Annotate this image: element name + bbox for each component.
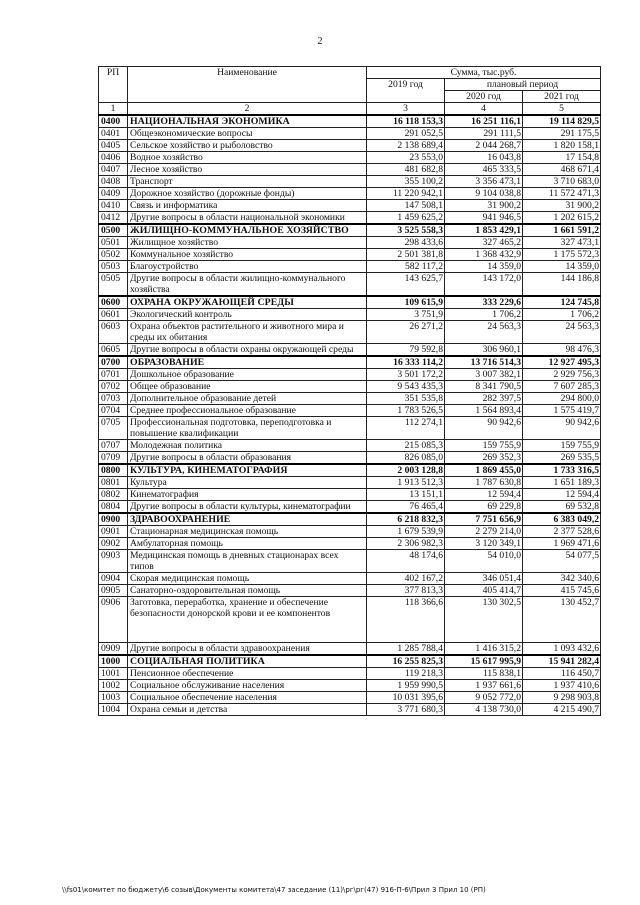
cell-v2020: 1 368 432,9 <box>445 249 523 261</box>
cell-name: Кинематография <box>128 489 367 501</box>
cell-v2021: 1 969 471,6 <box>523 538 601 550</box>
cell-code: 0704 <box>99 405 128 417</box>
cell-v2021: 468 671,4 <box>523 164 601 176</box>
cell-code: 0906 <box>99 597 128 643</box>
cell-v2020: 115 838,1 <box>445 668 523 680</box>
cell-name: Санаторно-оздоровительная помощь <box>128 585 367 597</box>
cell-code: 0705 <box>99 417 128 440</box>
cell-code: 0603 <box>99 321 128 344</box>
cell-v2020: 282 397,5 <box>445 393 523 405</box>
cell-v2021: 6 383 049,2 <box>523 513 601 526</box>
table-row <box>99 128 601 140</box>
cell-code: 0407 <box>99 164 128 176</box>
cell-v2019: 16 118 153,3 <box>367 115 445 128</box>
cell-v2020: 7 751 656,9 <box>445 513 523 526</box>
cell-v2021: 294 800,0 <box>523 393 601 405</box>
cell-v2019: 48 174,6 <box>367 550 445 573</box>
cell-code: 0901 <box>99 526 128 538</box>
cell-v2019: 1 285 788,4 <box>367 643 445 656</box>
cell-name: Общее образование <box>128 381 367 393</box>
cell-v2021: 24 563,3 <box>523 321 601 344</box>
cell-v2020: 405 414,7 <box>445 585 523 597</box>
cell-v2019: 1 783 526,5 <box>367 405 445 417</box>
cell-code: 0801 <box>99 477 128 489</box>
table-row <box>99 393 601 405</box>
cell-v2020: 9 052 772,0 <box>445 692 523 704</box>
cell-name: Дорожное хозяйство (дорожные фонды) <box>128 188 367 200</box>
cell-v2021: 269 535,5 <box>523 452 601 465</box>
header-col-1: 1 <box>99 103 128 116</box>
cell-v2019: 2 306 982,3 <box>367 538 445 550</box>
cell-name: Коммунальное хозяйство <box>128 249 367 261</box>
cell-v2021: 415 745,6 <box>523 585 601 597</box>
cell-v2019: 16 333 114,2 <box>367 356 445 369</box>
cell-v2019: 826 085,0 <box>367 452 445 465</box>
cell-v2021: 1 651 189,3 <box>523 477 601 489</box>
cell-name: Транспорт <box>128 176 367 188</box>
cell-name: ОХРАНА ОКРУЖАЮЩЕЙ СРЕДЫ <box>128 296 367 309</box>
header-name: Наименование <box>128 67 367 103</box>
section-row <box>99 464 601 477</box>
cell-v2021: 69 532,8 <box>523 501 601 514</box>
section-row <box>99 115 601 128</box>
cell-v2020: 16 043,8 <box>445 152 523 164</box>
cell-name: Жилищное хозяйство <box>128 237 367 249</box>
cell-v2020: 269 352,3 <box>445 452 523 465</box>
cell-v2021: 1 575 419,7 <box>523 405 601 417</box>
cell-v2019: 119 218,3 <box>367 668 445 680</box>
table-row <box>99 381 601 393</box>
cell-v2020: 2 044 268,7 <box>445 140 523 152</box>
file-path-footer: \\fs01\комитет по бюджету\6 созыв\Документы комитета\47 заседание (11)\рг\рг(47) 916-П-6\Прил 3 Прил 10 (РП) <box>62 886 486 894</box>
cell-v2020: 1 787 630,8 <box>445 477 523 489</box>
cell-code: 0804 <box>99 501 128 514</box>
header-planning-period: плановый период <box>445 79 601 91</box>
cell-v2021: 3 710 683,0 <box>523 176 601 188</box>
cell-v2021: 90 942,6 <box>523 417 601 440</box>
cell-v2019: 9 543 435,3 <box>367 381 445 393</box>
cell-v2021: 1 937 410,6 <box>523 680 601 692</box>
cell-v2019: 1 679 539,9 <box>367 526 445 538</box>
table-row <box>99 212 601 225</box>
table-row <box>99 369 601 381</box>
cell-v2019: 1 459 625,2 <box>367 212 445 225</box>
cell-code: 1000 <box>99 655 128 668</box>
table-row <box>99 405 601 417</box>
cell-v2020: 159 755,9 <box>445 440 523 452</box>
cell-name: Другие вопросы в области здравоохранения <box>128 643 367 656</box>
cell-v2021: 98 476,3 <box>523 344 601 357</box>
table-row <box>99 585 601 597</box>
cell-name: Культура <box>128 477 367 489</box>
budget-table <box>98 66 601 716</box>
header-year-2020: 2020 год <box>445 91 523 103</box>
cell-v2019: 582 117,2 <box>367 261 445 273</box>
table-row <box>99 188 601 200</box>
cell-name: Социальное обслуживание населения <box>128 680 367 692</box>
cell-v2021: 14 359,0 <box>523 261 601 273</box>
cell-v2019: 215 085,3 <box>367 440 445 452</box>
cell-code: 0600 <box>99 296 128 309</box>
cell-name: СОЦИАЛЬНАЯ ПОЛИТИКА <box>128 655 367 668</box>
cell-code: 0703 <box>99 393 128 405</box>
cell-v2021: 31 900,2 <box>523 200 601 212</box>
cell-name: ЗДРАВООХРАНЕНИЕ <box>128 513 367 526</box>
table-row <box>99 597 601 643</box>
cell-code: 0700 <box>99 356 128 369</box>
cell-code: 1003 <box>99 692 128 704</box>
section-row <box>99 513 601 526</box>
cell-name: Заготовка, переработка, хранение и обеспечение безопасности донорской крови и ее компонентов <box>128 597 367 643</box>
header-col-4: 4 <box>445 103 523 116</box>
cell-v2019: 3 771 680,3 <box>367 704 445 716</box>
cell-v2020: 15 617 995,9 <box>445 655 523 668</box>
section-row <box>99 296 601 309</box>
cell-name: ЖИЛИЩНО-КОММУНАЛЬНОЕ ХОЗЯЙСТВО <box>128 224 367 237</box>
table-row <box>99 643 601 656</box>
cell-code: 0601 <box>99 309 128 321</box>
cell-v2020: 16 251 116,1 <box>445 115 523 128</box>
table-row <box>99 440 601 452</box>
table-row <box>99 200 601 212</box>
cell-v2020: 1 937 661,6 <box>445 680 523 692</box>
cell-v2021: 12 594,4 <box>523 489 601 501</box>
cell-code: 1001 <box>99 668 128 680</box>
cell-v2021: 9 298 903,8 <box>523 692 601 704</box>
cell-code: 0903 <box>99 550 128 573</box>
cell-name: Другие вопросы в области охраны окружающей среды <box>128 344 367 357</box>
cell-v2021: 1 175 572,3 <box>523 249 601 261</box>
cell-v2020: 14 359,0 <box>445 261 523 273</box>
cell-v2019: 147 508,1 <box>367 200 445 212</box>
cell-name: Другие вопросы в области жилищно-коммунального хозяйства <box>128 273 367 297</box>
cell-v2021: 1 093 432,6 <box>523 643 601 656</box>
cell-v2021: 327 473,1 <box>523 237 601 249</box>
cell-v2021: 124 745,8 <box>523 296 601 309</box>
cell-v2019: 2 501 381,8 <box>367 249 445 261</box>
cell-v2019: 16 255 825,3 <box>367 655 445 668</box>
cell-code: 0905 <box>99 585 128 597</box>
cell-code: 0707 <box>99 440 128 452</box>
cell-v2019: 6 218 832,3 <box>367 513 445 526</box>
cell-v2019: 112 274,1 <box>367 417 445 440</box>
cell-v2019: 2 138 689,4 <box>367 140 445 152</box>
section-row <box>99 655 601 668</box>
cell-v2019: 2 003 128,8 <box>367 464 445 477</box>
cell-v2020: 291 111,5 <box>445 128 523 140</box>
cell-v2020: 13 716 514,3 <box>445 356 523 369</box>
cell-v2021: 19 114 829,5 <box>523 115 601 128</box>
cell-v2021: 1 661 591,2 <box>523 224 601 237</box>
cell-name: Дополнительное образование детей <box>128 393 367 405</box>
cell-v2020: 1 706,2 <box>445 309 523 321</box>
cell-v2020: 8 341 790,5 <box>445 381 523 393</box>
cell-v2020: 31 900,2 <box>445 200 523 212</box>
cell-code: 0401 <box>99 128 128 140</box>
table-row <box>99 176 601 188</box>
cell-code: 0701 <box>99 369 128 381</box>
cell-code: 0412 <box>99 212 128 225</box>
cell-v2021: 1 733 316,5 <box>523 464 601 477</box>
cell-code: 0500 <box>99 224 128 237</box>
table-row <box>99 321 601 344</box>
cell-code: 0409 <box>99 188 128 200</box>
cell-name: Охрана семьи и детства <box>128 704 367 716</box>
cell-code: 0909 <box>99 643 128 656</box>
header-sum: Сумма, тыс.руб. <box>367 67 601 79</box>
cell-v2019: 355 100,2 <box>367 176 445 188</box>
cell-code: 0900 <box>99 513 128 526</box>
cell-v2020: 346 051,4 <box>445 573 523 585</box>
cell-v2021: 144 186,8 <box>523 273 601 297</box>
cell-v2019: 109 615,9 <box>367 296 445 309</box>
cell-v2020: 1 869 455,0 <box>445 464 523 477</box>
cell-name: Молодежная политика <box>128 440 367 452</box>
table-row <box>99 477 601 489</box>
cell-v2021: 54 077,5 <box>523 550 601 573</box>
cell-v2019: 3 751,9 <box>367 309 445 321</box>
header-col-5: 5 <box>523 103 601 116</box>
table-row <box>99 417 601 440</box>
cell-v2020: 333 229,6 <box>445 296 523 309</box>
cell-name: Профессиональная подготовка, переподготовка и повышение квалификации <box>128 417 367 440</box>
cell-v2019: 481 682,8 <box>367 164 445 176</box>
section-row <box>99 224 601 237</box>
cell-v2021: 7 607 285,3 <box>523 381 601 393</box>
cell-v2020: 306 960,1 <box>445 344 523 357</box>
table-row <box>99 164 601 176</box>
cell-v2020: 54 010,0 <box>445 550 523 573</box>
cell-v2020: 2 279 214,0 <box>445 526 523 538</box>
cell-code: 0902 <box>99 538 128 550</box>
cell-v2021: 12 927 495,3 <box>523 356 601 369</box>
table-row <box>99 501 601 514</box>
cell-v2019: 79 592,8 <box>367 344 445 357</box>
cell-code: 0410 <box>99 200 128 212</box>
cell-name: Дошкольное образование <box>128 369 367 381</box>
cell-v2021: 159 755,9 <box>523 440 601 452</box>
cell-v2019: 118 366,6 <box>367 597 445 643</box>
cell-name: НАЦИОНАЛЬНАЯ ЭКОНОМИКА <box>128 115 367 128</box>
cell-name: Связь и информатика <box>128 200 367 212</box>
header-col-3: 3 <box>367 103 445 116</box>
cell-code: 0802 <box>99 489 128 501</box>
cell-name: Медицинская помощь в дневных стационарах всех типов <box>128 550 367 573</box>
section-row <box>99 356 601 369</box>
cell-code: 0405 <box>99 140 128 152</box>
cell-name: КУЛЬТУРА, КИНЕМАТОГРАФИЯ <box>128 464 367 477</box>
cell-v2021: 2 377 528,6 <box>523 526 601 538</box>
table-row <box>99 680 601 692</box>
cell-code: 0400 <box>99 115 128 128</box>
cell-name: Пенсионное обеспечение <box>128 668 367 680</box>
cell-v2019: 26 271,2 <box>367 321 445 344</box>
cell-name: Среднее профессиональное образование <box>128 405 367 417</box>
cell-v2021: 2 929 756,3 <box>523 369 601 381</box>
cell-v2019: 10 031 395,6 <box>367 692 445 704</box>
cell-v2019: 1 913 512,3 <box>367 477 445 489</box>
cell-v2019: 76 465,4 <box>367 501 445 514</box>
cell-v2019: 3 525 558,3 <box>367 224 445 237</box>
table-row <box>99 152 601 164</box>
table-row <box>99 550 601 573</box>
table-row <box>99 489 601 501</box>
cell-v2021: 17 154,8 <box>523 152 601 164</box>
cell-code: 0501 <box>99 237 128 249</box>
table-row <box>99 237 601 249</box>
cell-v2020: 24 563,3 <box>445 321 523 344</box>
header-rp: РП <box>99 67 128 103</box>
cell-name: Скорая медицинская помощь <box>128 573 367 585</box>
header-col-2: 2 <box>128 103 367 116</box>
table-row <box>99 573 601 585</box>
cell-v2021: 4 215 490,7 <box>523 704 601 716</box>
cell-v2021: 291 175,5 <box>523 128 601 140</box>
cell-v2020: 3 356 473,1 <box>445 176 523 188</box>
table-row <box>99 704 601 716</box>
cell-v2019: 402 167,2 <box>367 573 445 585</box>
cell-code: 0702 <box>99 381 128 393</box>
cell-v2019: 377 813,3 <box>367 585 445 597</box>
cell-name: Социальное обеспечение населения <box>128 692 367 704</box>
cell-v2019: 291 052,5 <box>367 128 445 140</box>
cell-name: Сельское хозяйство и рыболовство <box>128 140 367 152</box>
cell-v2019: 351 535,8 <box>367 393 445 405</box>
cell-name: Стационарная медицинская помощь <box>128 526 367 538</box>
cell-code: 0904 <box>99 573 128 585</box>
cell-code: 0408 <box>99 176 128 188</box>
table-row <box>99 273 601 297</box>
cell-v2019: 298 433,6 <box>367 237 445 249</box>
cell-v2021: 1 820 158,1 <box>523 140 601 152</box>
cell-name: Другие вопросы в области образования <box>128 452 367 465</box>
table-row <box>99 692 601 704</box>
cell-v2021: 11 572 471,3 <box>523 188 601 200</box>
cell-v2021: 116 450,7 <box>523 668 601 680</box>
cell-v2020: 130 302,5 <box>445 597 523 643</box>
cell-v2019: 3 501 172,2 <box>367 369 445 381</box>
cell-code: 0505 <box>99 273 128 297</box>
cell-v2021: 342 340,6 <box>523 573 601 585</box>
table-row <box>99 261 601 273</box>
cell-code: 1002 <box>99 680 128 692</box>
cell-name: Другие вопросы в области культуры, кинематографии <box>128 501 367 514</box>
cell-name: ОБРАЗОВАНИЕ <box>128 356 367 369</box>
cell-v2020: 90 942,6 <box>445 417 523 440</box>
cell-v2020: 12 594,4 <box>445 489 523 501</box>
header-year-2021: 2021 год <box>523 91 601 103</box>
cell-name: Охрана объектов растительного и животного мира и среды их обитания <box>128 321 367 344</box>
cell-name: Благоустройство <box>128 261 367 273</box>
cell-code: 0605 <box>99 344 128 357</box>
cell-code: 1004 <box>99 704 128 716</box>
cell-v2020: 69 229,8 <box>445 501 523 514</box>
cell-code: 0406 <box>99 152 128 164</box>
cell-v2020: 327 465,2 <box>445 237 523 249</box>
table-row <box>99 309 601 321</box>
cell-name: Экологический контроль <box>128 309 367 321</box>
header-year-2019: 2019 год <box>367 79 445 103</box>
cell-v2019: 143 625,7 <box>367 273 445 297</box>
table-row <box>99 668 601 680</box>
cell-v2020: 143 172,0 <box>445 273 523 297</box>
cell-v2019: 13 151,1 <box>367 489 445 501</box>
page-number: 2 <box>317 36 323 47</box>
cell-code: 0709 <box>99 452 128 465</box>
table-row <box>99 452 601 465</box>
cell-code: 0503 <box>99 261 128 273</box>
cell-v2021: 1 202 615,2 <box>523 212 601 225</box>
cell-name: Общеэкономические вопросы <box>128 128 367 140</box>
cell-v2020: 3 007 382,1 <box>445 369 523 381</box>
cell-code: 0502 <box>99 249 128 261</box>
cell-v2020: 465 333,5 <box>445 164 523 176</box>
cell-v2020: 1 564 893,4 <box>445 405 523 417</box>
cell-v2020: 3 120 349,1 <box>445 538 523 550</box>
cell-name: Водное хозяйство <box>128 152 367 164</box>
cell-v2020: 9 104 038,8 <box>445 188 523 200</box>
cell-v2019: 23 553,0 <box>367 152 445 164</box>
table-row <box>99 538 601 550</box>
cell-v2019: 1 959 990,5 <box>367 680 445 692</box>
cell-v2021: 1 706,2 <box>523 309 601 321</box>
cell-name: Лесное хозяйство <box>128 164 367 176</box>
cell-v2021: 15 941 282,4 <box>523 655 601 668</box>
table-row <box>99 249 601 261</box>
table-row <box>99 140 601 152</box>
cell-v2020: 1 416 315,2 <box>445 643 523 656</box>
table-row <box>99 526 601 538</box>
cell-v2020: 1 853 429,1 <box>445 224 523 237</box>
cell-name: Другие вопросы в области национальной экономики <box>128 212 367 225</box>
table-body <box>99 115 601 716</box>
cell-v2019: 11 220 942,1 <box>367 188 445 200</box>
table-row <box>99 344 601 357</box>
cell-code: 0800 <box>99 464 128 477</box>
cell-v2020: 941 946,5 <box>445 212 523 225</box>
cell-v2021: 130 452,7 <box>523 597 601 643</box>
cell-v2020: 4 138 730,0 <box>445 704 523 716</box>
cell-name: Амбулаторная помощь <box>128 538 367 550</box>
